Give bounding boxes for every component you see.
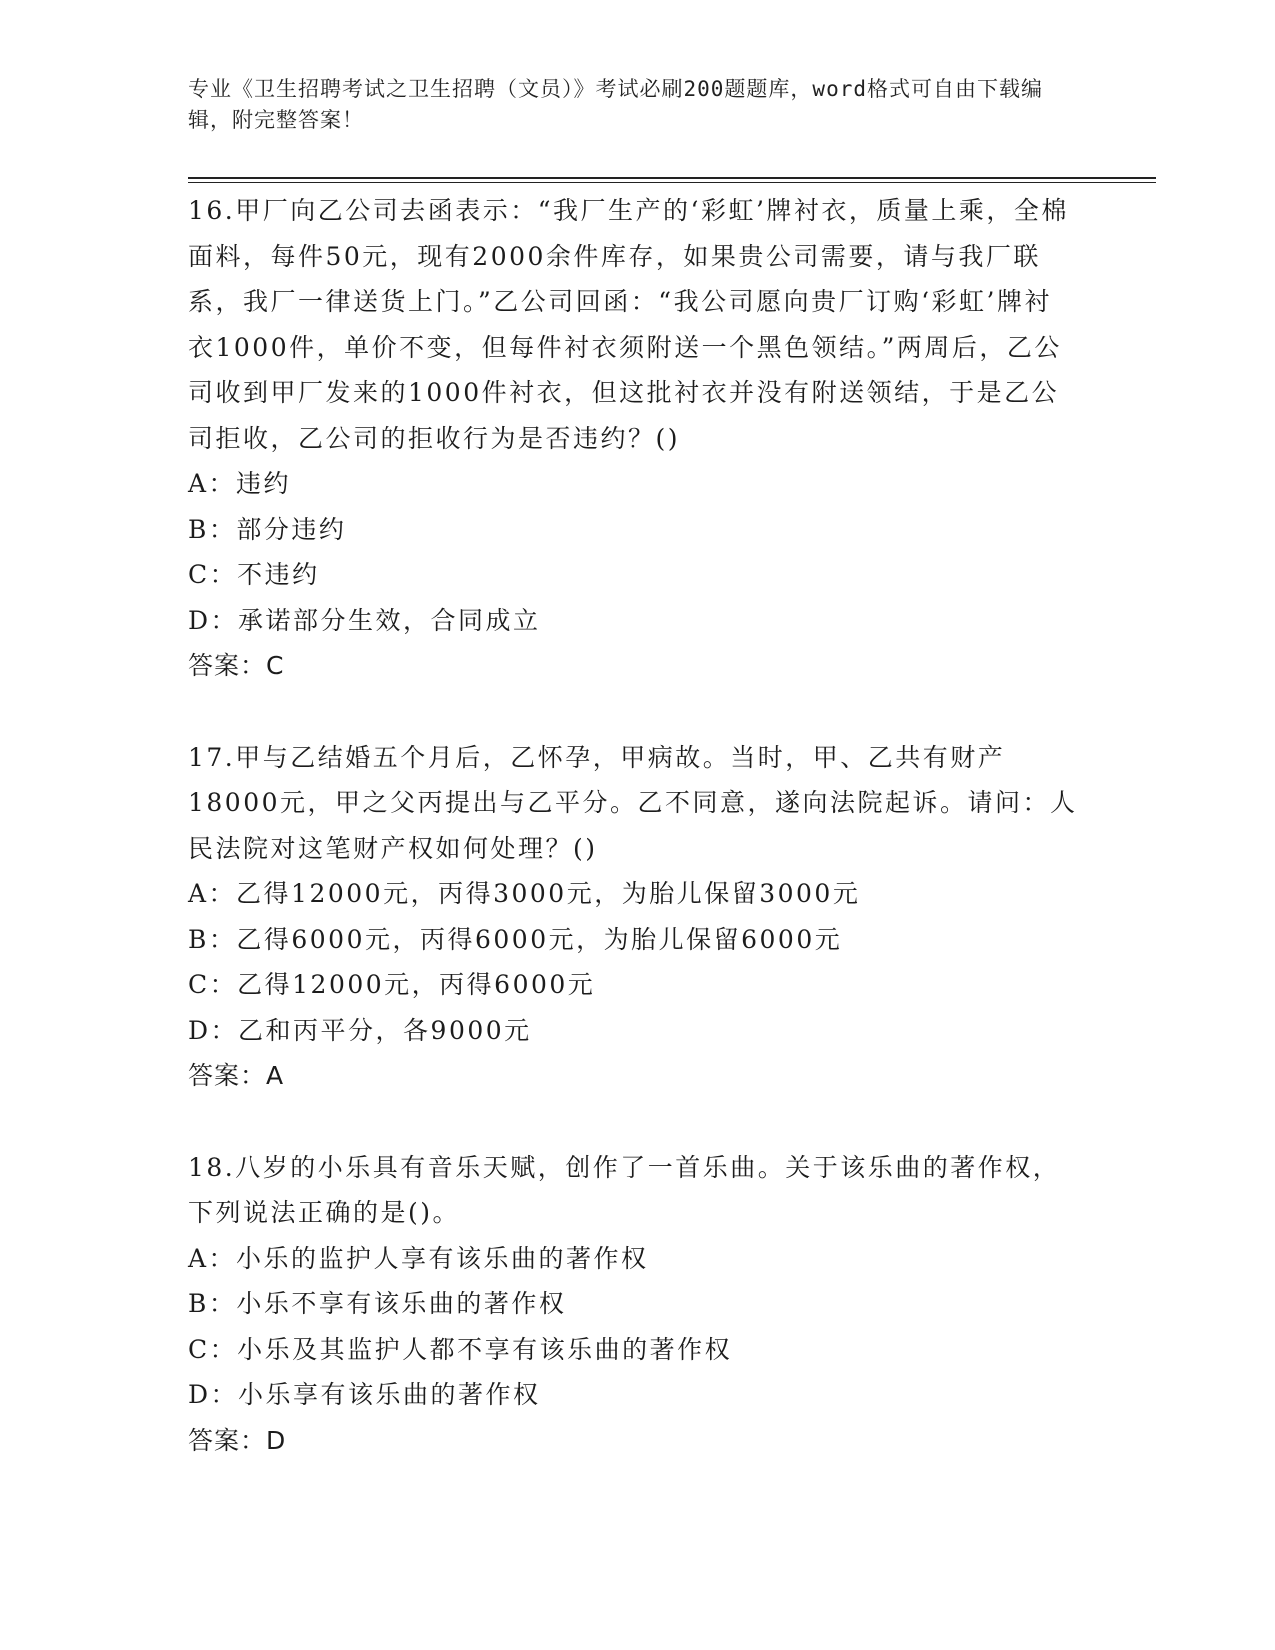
question-list [188, 188, 1078, 1463]
option-c: C：乙得12000元，丙得6000元 [188, 970, 596, 999]
answer-line: 答案：D [188, 1425, 287, 1455]
question-16 [188, 188, 1078, 689]
question-stem: 16.甲厂向乙公司去函表示：“我厂生产的‘彩虹’牌衬衣，质量上乘，全棉面料，每件50元，现有2000余件库存，如果贵公司需要，请与我厂联系，我厂一律送货上门。”乙公司回函：“我公司愿向贵厂订购‘彩虹’牌衬衣1000件，单价不变，但每件衬衣须附送一个黑色领结。”两周后，乙公司收到甲厂发来的1000件衬衣，但这批衬衣并没有附送领结，于是乙公司拒收，乙公司的拒收行为是否违约？() [188, 196, 1069, 453]
option-c: C：不违约 [188, 560, 320, 589]
header-divider-thin [188, 182, 1156, 183]
header-divider-thick [188, 177, 1156, 179]
option-d: D：小乐享有该乐曲的著作权 [188, 1380, 541, 1409]
option-c: C：小乐及其监护人都不享有该乐曲的著作权 [188, 1334, 733, 1364]
option-a: A：乙得12000元，丙得3000元，为胎儿保留3000元 [188, 879, 861, 908]
answer-line: 答案：A [188, 1061, 285, 1090]
option-b: B：部分违约 [188, 514, 347, 544]
question-stem: 17.甲与乙结婚五个月后，乙怀孕，甲病故。当时，甲、乙共有财产18000元，甲之父丙提出与乙平分。乙不同意，遂向法院起诉。请问：人民法院对这笔财产权如何处理？() [188, 742, 1078, 863]
option-a: A：违约 [188, 469, 292, 498]
option-d: D：乙和丙平分，各9000元 [188, 1015, 532, 1045]
option-b: B：小乐不享有该乐曲的著作权 [188, 1289, 567, 1318]
question-18 [188, 1145, 1078, 1464]
option-d: D：承诺部分生效，合同成立 [188, 605, 541, 635]
option-b: B：乙得6000元，丙得6000元，为胎儿保留6000元 [188, 924, 843, 954]
option-a: A：小乐的监护人享有该乐曲的著作权 [188, 1243, 649, 1273]
page-header-title: 专业《卫生招聘考试之卫生招聘（文员）》考试必刷200题题库，word格式可自由下载编辑，附完整答案！ [188, 77, 1043, 132]
answer-line: 答案：C [188, 651, 285, 680]
question-17 [188, 735, 1078, 1099]
question-stem: 18.八岁的小乐具有音乐天赋，创作了一首乐曲。关于该乐曲的著作权，下列说法正确的是()。 [188, 1152, 1061, 1227]
